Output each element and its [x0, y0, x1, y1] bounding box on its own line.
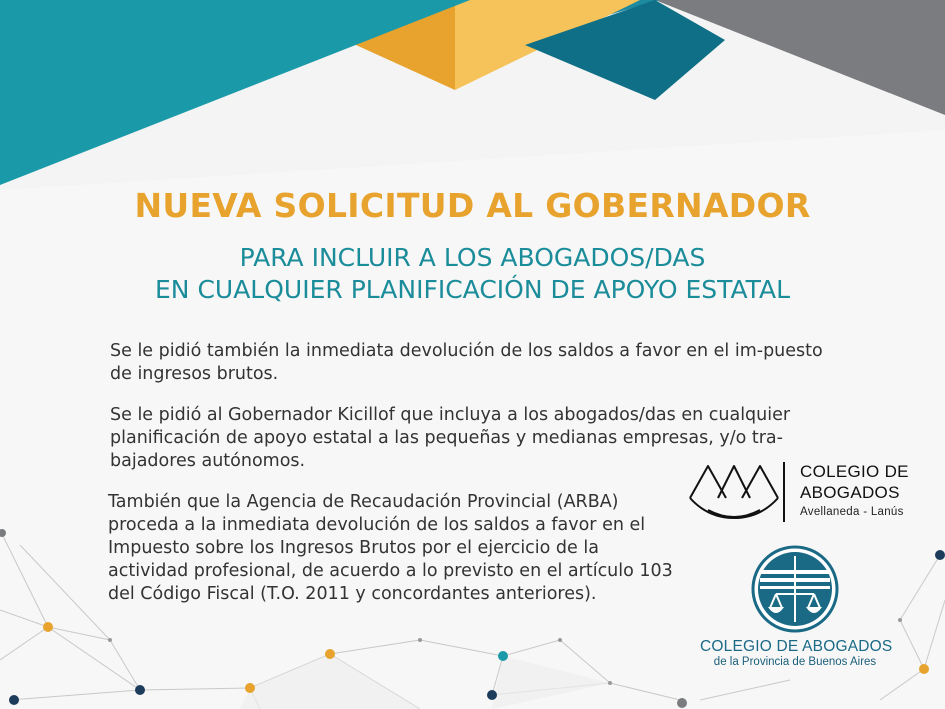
logo-colegio-avellaneda: [688, 460, 918, 526]
logo-provincia-line1: COLEGIO DE ABOGADOS: [700, 638, 893, 655]
subtitle-line-2: EN CUALQUIER PLANIFICACIÓN DE APOYO ESTATAL: [155, 275, 790, 304]
paragraph-2: Se le pidió al Gobernador Kicillof que incluya a los abogados/das en cualquier planificación de apoyo estatal a las pequeñas y medianas empresas, y/o tra-bajadores autónomos.: [110, 405, 791, 471]
scales-logo-icon: [688, 460, 780, 526]
subtitle-line-1: PARA INCLUIR A LOS ABOGADOS/DAS: [239, 243, 706, 272]
provincia-seal-icon: [750, 544, 840, 634]
page-title: NUEVA SOLICITUD AL GOBERNADOR: [134, 186, 811, 225]
logo-provincia-line2: de la Provincia de Buenos Aires: [713, 656, 877, 668]
paragraph-1: Se le pidió también la inmediata devolución de los saldos a favor en el im-puesto de ingresos brutos.: [110, 341, 823, 384]
paragraph-3: También que la Agencia de Recaudación Provincial (ARBA) proceda a la inmediata devolución de los saldos a favor en el Impuesto sobre los Ingresos Brutos por el ejercicio de la actividad profesional, de acuerdo a lo previsto en el artículo 103 del Código Fiscal (T.O. 2011 y concordantes anteriores).: [108, 492, 673, 604]
logo-avellaneda-line1: COLEGIO DE: [800, 462, 909, 481]
page-subtitle: [0, 242, 945, 306]
logo-avellaneda-line3: Avellaneda - Lanús: [800, 506, 904, 518]
logo-divider: [783, 462, 785, 522]
logo-avellaneda-line2: ABOGADOS: [800, 483, 900, 502]
